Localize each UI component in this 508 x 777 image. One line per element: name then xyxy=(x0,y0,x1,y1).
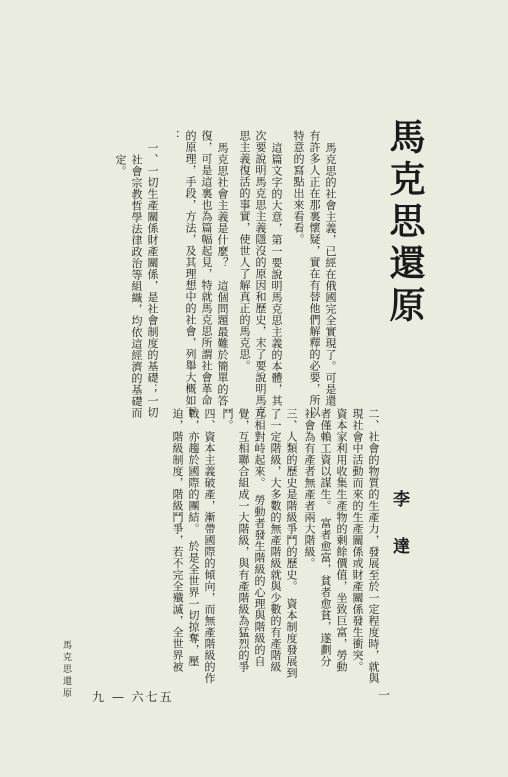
right-column-11: 四、資本主義破產，漸帶國際的傾向，而無產階級的作 xyxy=(203,408,216,684)
right-column-5: 社會為有產者無產者兩大階級。 xyxy=(303,408,316,569)
left-column-7: 馬克思社會主義是什麼？ 這個問題最難於簡單的答 xyxy=(216,142,229,407)
right-column-1: 二、社會的物質的生產力，發展至於一定程度時，就與 xyxy=(367,408,380,684)
right-column-6: 三、人類的歷史是階級爭鬥的歷史。 資本制度發展到 xyxy=(285,408,298,679)
running-head: 馬克思還原 xyxy=(61,640,71,700)
right-column-13: 迫，階級制度，階級鬥爭，若不完全殲滅，全世界被 xyxy=(171,408,184,673)
article-title: 馬克思還原 xyxy=(384,118,426,328)
left-column-3: 特意的寫點出來看看。 xyxy=(292,130,305,245)
left-column-1: 馬克思的社會主義，已經在俄國完全實現了。可是還 xyxy=(324,142,337,407)
right-column-8: 互相對峙起來。 勞動者發生階級的心理與階級的自 xyxy=(253,408,266,667)
left-column-13: 定。 xyxy=(114,154,127,177)
left-column-9: 的原理，手段，方法，及其理想中的社會，列舉大概如下 xyxy=(184,130,197,418)
right-column-10: 鬥。 xyxy=(221,408,234,431)
right-column-9: 覺，互相聯合組成一大階級，與有產階級為猛烈的爭 xyxy=(237,408,250,673)
left-column-6: 思主義復活的事實，使世人了解真正的馬克思。 xyxy=(238,130,251,372)
article-author: 李 達 xyxy=(389,490,409,566)
right-column-2: 現社會中活動而來的生產關係或財產關係發生衝突。 xyxy=(351,408,364,673)
left-column-12: 社會宗教哲學法律政治等組織，均依這經濟的基礎而 xyxy=(130,154,143,419)
left-column-4: 這篇文字的大意，第一要說明馬克思主義的本體，其 xyxy=(270,142,283,407)
right-column-7: 了一定階級，大多數的無產階級就與少數的有產階級 xyxy=(269,408,282,673)
right-mark: 一 xyxy=(378,688,391,702)
left-column-5: 次要說明馬克思主義隱沒的原因和歷史，末了要說明馬克 xyxy=(254,130,267,418)
left-column-8: 復，可是這裏也為篇幅起見，特就馬克思所謂社會革命 xyxy=(200,130,213,406)
right-column-12: 戰，亦趨於國際的團結。 於是全世界一切掠奪，壓 xyxy=(187,408,200,667)
right-column-4: 者僅賴工資以謀生。 富者愈富，貧者愈貧，遂劃分 xyxy=(319,408,332,667)
left-column-11: 一、一切生產關係財產關係，是社會制度的基礎；一切 xyxy=(146,142,159,418)
left-column-2: 有許多人正在那裏懷疑，實在有替他們解釋的必要，所以 xyxy=(308,130,321,418)
right-column-3: 資本家利用收集生產物的剩餘價值，坐致巨富，勞動 xyxy=(335,408,348,673)
page-number: 九 — 六七五 xyxy=(92,690,174,704)
left-column-10: ： xyxy=(168,130,181,142)
